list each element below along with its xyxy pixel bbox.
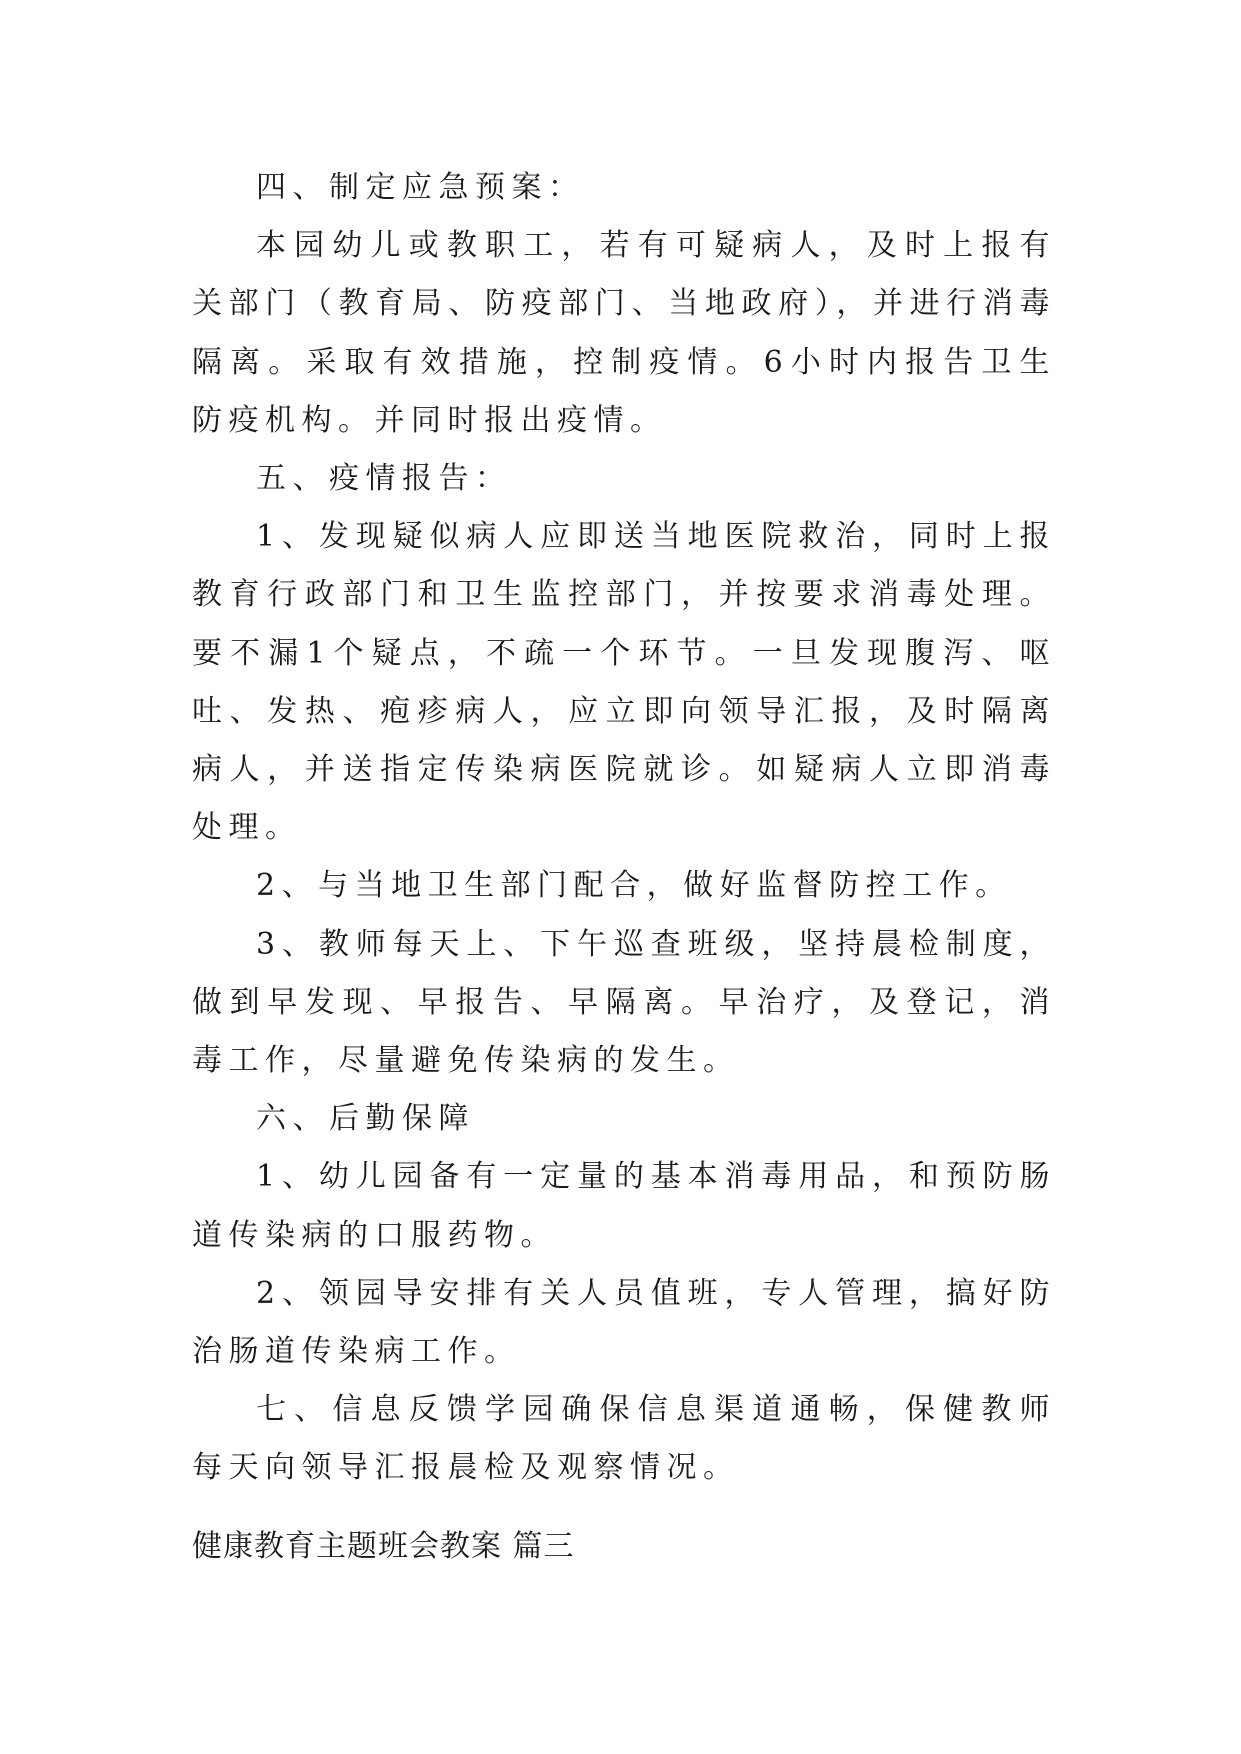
paragraph-emergency-plan: 本园幼儿或教职工，若有可疑病人，及时上报有关部门（教育局、防疫部门、当地政府），并进行消毒隔离。采取有效措施，控制疫情。6小时内报告卫生防疫机构。并同时报出疫情。 <box>192 228 1056 438</box>
paragraph-logistics-item-2: 2、领园导安排有关人员值班，专人管理，搞好防治肠道传染病工作。 <box>192 1275 1056 1370</box>
section-title: 健康教育主题班会教案 篇三 <box>192 1529 575 1564</box>
heading-epidemic-report: 五、疫情报告： <box>256 461 512 497</box>
document-body <box>192 159 1056 1498</box>
heading-logistics: 六、后勤保障 <box>256 1101 475 1137</box>
paragraph-report-item-1: 1、发现疑似病人应即送当地医院救治，同时上报教育行政部门和卫生监控部门，并按要求消毒处理。要不漏1个疑点，不疏一个环节。一旦发现腹泻、呕吐、发热、疱疹病人，应立即向领导汇报，及时隔离病人，并送指定传染病医院就诊。如疑病人立即消毒处理。 <box>192 519 1056 846</box>
paragraph-report-item-2: 2、与当地卫生部门配合，做好监督防控工作。 <box>256 868 1012 904</box>
paragraph-report-item-3: 3、教师每天上、下午巡查班级，坚持晨检制度，做到早发现、早报告、早隔离。早治疗，及登记，消毒工作，尽量避免传染病的发生。 <box>192 926 1056 1079</box>
paragraph-logistics-item-1: 1、幼儿园备有一定量的基本消毒用品，和预防肠道传染病的口服药物。 <box>192 1159 1056 1253</box>
paragraph-feedback: 七、信息反馈学园确保信息渠道通畅，保健教师每天向领导汇报晨检及观察情况。 <box>192 1392 1056 1486</box>
heading-emergency-plan: 四、制定应急预案： <box>256 170 585 205</box>
